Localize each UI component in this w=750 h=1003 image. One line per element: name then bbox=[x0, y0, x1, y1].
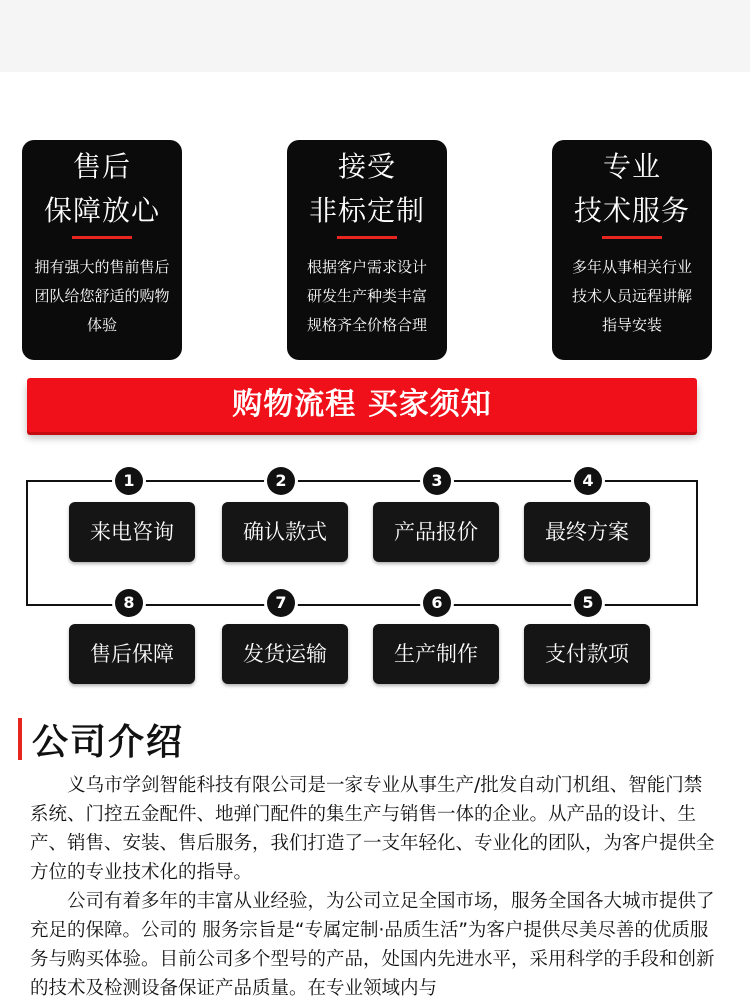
step-number: 7 bbox=[267, 589, 295, 617]
card-description bbox=[552, 253, 712, 340]
feature-card-after-sales bbox=[22, 140, 182, 360]
step-number: 1 bbox=[115, 467, 143, 495]
intro-paragraph: 义乌市学剑智能科技有限公司是一家专业从事生产/批发自动门机组、智能门禁系统、门控五金配件、地弹门配件的集生产与销售一体的企业。从产品的设计、生产、销售、安装、售后服务，我们打造了一支年轻化、专业化的团队，为客户提供全方位的专业技术化的指导。 bbox=[30, 775, 715, 883]
card-desc-line: 规格齐全价格合理 bbox=[306, 316, 427, 334]
card-desc-line: 根据客户需求设计 bbox=[306, 258, 427, 276]
card-desc-line: 团队给您舒适的购物 bbox=[34, 287, 170, 305]
card-accent-bar bbox=[602, 236, 662, 239]
card-desc-line: 多年从事相关行业 bbox=[571, 258, 692, 276]
card-desc-line: 技术人员远程讲解 bbox=[571, 287, 692, 305]
card-title-line1: 专业 bbox=[602, 150, 661, 183]
step-confirm-style: 确认款式 bbox=[222, 502, 348, 562]
card-desc-line: 拥有强大的售前售后 bbox=[34, 258, 170, 276]
step-after-sales: 售后保障 bbox=[69, 624, 195, 684]
feature-card-tech-service bbox=[552, 140, 712, 360]
section-title: 公司介绍 bbox=[32, 722, 185, 763]
card-accent-bar bbox=[337, 236, 397, 239]
step-payment: 支付款项 bbox=[524, 624, 650, 684]
company-intro bbox=[30, 771, 720, 1003]
card-title-line2: 保障放心 bbox=[43, 194, 160, 227]
feature-card-custom bbox=[287, 140, 447, 360]
card-title-line1: 接受 bbox=[337, 150, 396, 183]
card-description bbox=[287, 253, 447, 340]
step-final-plan: 最终方案 bbox=[524, 502, 650, 562]
step-shipping: 发货运输 bbox=[222, 624, 348, 684]
step-number: 4 bbox=[574, 467, 602, 495]
intro-paragraph: 公司有着多年的丰富从业经验，为公司立足全国市场，服务全国各大城市提供了充足的保障。公司的 服务宗旨是“专属定制·品质生活”为客户提供尽美尽善的优质服务与购买体验。目前公司多个型号的产品，处国内先进水平，采用科学的手段和创新的技术及检测设备保证产品质量。在专业领域内与 bbox=[30, 891, 715, 999]
card-desc-line: 指导安装 bbox=[601, 316, 662, 334]
card-title-line2: 非标定制 bbox=[308, 194, 425, 227]
top-band bbox=[0, 0, 750, 72]
section-accent-bar bbox=[18, 718, 22, 760]
step-consult: 来电咨询 bbox=[69, 502, 195, 562]
step-quote: 产品报价 bbox=[373, 502, 499, 562]
card-desc-line: 研发生产种类丰富 bbox=[306, 287, 427, 305]
step-number: 6 bbox=[423, 589, 451, 617]
card-title-line1: 售后 bbox=[72, 150, 131, 183]
step-number: 8 bbox=[115, 589, 143, 617]
card-title-line2: 技术服务 bbox=[573, 194, 690, 227]
step-number: 3 bbox=[423, 467, 451, 495]
card-desc-line: 体验 bbox=[86, 316, 117, 334]
card-accent-bar bbox=[72, 236, 132, 239]
process-banner: 购物流程 买家须知 bbox=[27, 378, 697, 432]
step-number: 5 bbox=[574, 589, 602, 617]
card-description bbox=[22, 253, 182, 340]
step-production: 生产制作 bbox=[373, 624, 499, 684]
step-number: 2 bbox=[267, 467, 295, 495]
